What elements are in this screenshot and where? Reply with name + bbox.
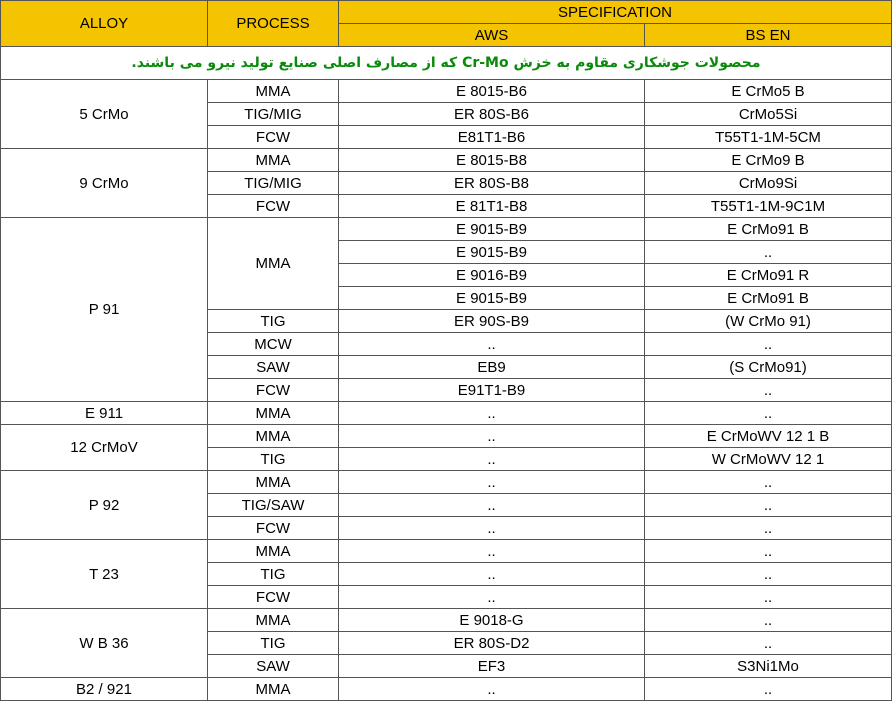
process-cell: TIG/MIG [208, 103, 339, 126]
aws-cell: .. [339, 471, 645, 494]
aws-cell: EB9 [339, 356, 645, 379]
bsen-cell: .. [645, 540, 892, 563]
process-cell: FCW [208, 517, 339, 540]
process-cell: MMA [208, 80, 339, 103]
process-cell: MCW [208, 333, 339, 356]
process-cell: MMA [208, 678, 339, 701]
process-header: PROCESS [208, 1, 339, 47]
aws-cell: .. [339, 678, 645, 701]
bsen-cell: T55T1-1M-9C1M [645, 195, 892, 218]
bsen-cell: .. [645, 494, 892, 517]
aws-cell: .. [339, 494, 645, 517]
aws-cell: .. [339, 586, 645, 609]
aws-cell: .. [339, 448, 645, 471]
aws-cell: ER 80S-D2 [339, 632, 645, 655]
aws-cell: E 9015-B9 [339, 218, 645, 241]
bsen-cell: (S CrMo91) [645, 356, 892, 379]
process-cell: TIG [208, 563, 339, 586]
bsen-cell: .. [645, 402, 892, 425]
aws-cell: .. [339, 402, 645, 425]
aws-cell: .. [339, 540, 645, 563]
process-cell: TIG [208, 448, 339, 471]
bsen-cell: E CrMo91 R [645, 264, 892, 287]
alloy-cell: W B 36 [1, 609, 208, 678]
aws-cell: E 8015-B8 [339, 149, 645, 172]
aws-cell: ER 90S-B9 [339, 310, 645, 333]
aws-cell: ER 80S-B6 [339, 103, 645, 126]
bsen-cell: .. [645, 241, 892, 264]
process-cell: FCW [208, 379, 339, 402]
alloy-cell: 9 CrMo [1, 149, 208, 218]
bsen-cell: CrMo5Si [645, 103, 892, 126]
aws-cell: E 9016-B9 [339, 264, 645, 287]
aws-cell: .. [339, 425, 645, 448]
process-cell: MMA [208, 402, 339, 425]
process-cell: TIG/MIG [208, 172, 339, 195]
process-cell: MMA [208, 218, 339, 310]
process-cell: TIG [208, 310, 339, 333]
aws-cell: E 9015-B9 [339, 287, 645, 310]
bsen-header: BS EN [645, 24, 892, 47]
aws-cell: EF3 [339, 655, 645, 678]
process-cell: TIG [208, 632, 339, 655]
bsen-cell: W CrMoWV 12 1 [645, 448, 892, 471]
aws-cell: E 9018-G [339, 609, 645, 632]
alloy-cell: B2 / 921 [1, 678, 208, 701]
aws-cell: ER 80S-B8 [339, 172, 645, 195]
process-cell: MMA [208, 471, 339, 494]
aws-header: AWS [339, 24, 645, 47]
table-row [1, 471, 892, 494]
aws-cell: E91T1-B9 [339, 379, 645, 402]
bsen-cell: (W CrMo 91) [645, 310, 892, 333]
bsen-cell: E CrMo9 B [645, 149, 892, 172]
alloy-cell: 5 CrMo [1, 80, 208, 149]
process-cell: MMA [208, 540, 339, 563]
bsen-cell: S3Ni1Mo [645, 655, 892, 678]
aws-cell: E 8015-B6 [339, 80, 645, 103]
alloy-cell: E 911 [1, 402, 208, 425]
specification-header: SPECIFICATION [339, 1, 892, 24]
aws-cell: E81T1-B6 [339, 126, 645, 149]
table-row [1, 609, 892, 632]
aws-cell: E 81T1-B8 [339, 195, 645, 218]
bsen-cell: CrMo9Si [645, 172, 892, 195]
process-cell: FCW [208, 195, 339, 218]
alloy-cell: P 91 [1, 218, 208, 402]
alloy-cell: T 23 [1, 540, 208, 609]
table-row [1, 149, 892, 172]
table-row [1, 218, 892, 241]
bsen-cell: .. [645, 471, 892, 494]
bsen-cell: E CrMo5 B [645, 80, 892, 103]
banner-text: محصولات جوشکاری مقاوم به خزش Cr-Mo که از مصارف اصلی صنایع تولید نیرو می باشند. [1, 47, 892, 80]
bsen-cell: .. [645, 609, 892, 632]
table-row [1, 80, 892, 103]
process-cell: TIG/SAW [208, 494, 339, 517]
bsen-cell: .. [645, 632, 892, 655]
process-cell: MMA [208, 609, 339, 632]
aws-cell: E 9015-B9 [339, 241, 645, 264]
table-row [1, 402, 892, 425]
aws-cell: .. [339, 333, 645, 356]
bsen-cell: E CrMo91 B [645, 287, 892, 310]
bsen-cell: E CrMo91 B [645, 218, 892, 241]
process-cell: SAW [208, 655, 339, 678]
alloy-cell: P 92 [1, 471, 208, 540]
alloy-header: ALLOY [1, 1, 208, 47]
table-row [1, 540, 892, 563]
bsen-cell: .. [645, 333, 892, 356]
bsen-cell: E CrMoWV 12 1 B [645, 425, 892, 448]
bsen-cell: T55T1-1M-5CM [645, 126, 892, 149]
process-cell: FCW [208, 586, 339, 609]
process-cell: FCW [208, 126, 339, 149]
process-cell: MMA [208, 425, 339, 448]
bsen-cell: .. [645, 379, 892, 402]
alloy-cell: 12 CrMoV [1, 425, 208, 471]
bsen-cell: .. [645, 586, 892, 609]
bsen-cell: .. [645, 563, 892, 586]
table-row [1, 678, 892, 701]
aws-cell: .. [339, 517, 645, 540]
bsen-cell: .. [645, 678, 892, 701]
process-cell: MMA [208, 149, 339, 172]
process-cell: SAW [208, 356, 339, 379]
table-row [1, 425, 892, 448]
bsen-cell: .. [645, 517, 892, 540]
aws-cell: .. [339, 563, 645, 586]
